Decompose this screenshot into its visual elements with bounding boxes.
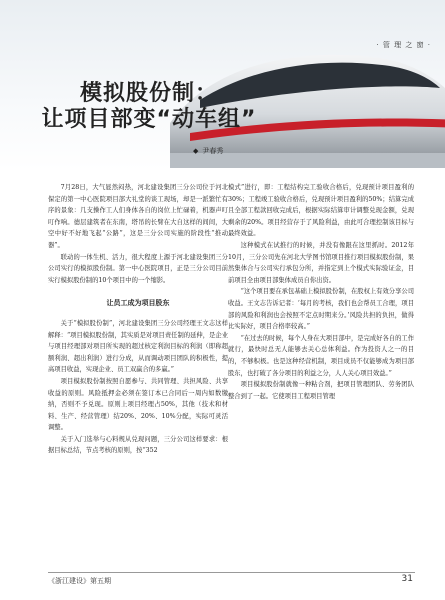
article-title-line1: 模拟股份制： <box>79 81 218 106</box>
diamond-icon: ◆ <box>193 147 199 155</box>
page-number: 31 <box>401 574 413 584</box>
paragraph: 关于入门选举与心料规从兑现问题，三分公司这样要求：根据目标总结，节点考核的原则，按“352 <box>48 435 228 455</box>
paragraph: 这种模式在试推行的时候，并没有像跟在这里抓时。2012年10月，三分公司先在河北大学图书馆项目推行项目模拟股份制，果然集体合与公司实行承包分所，并指定到上个模式实际验证金，目前项目全由项目部集体成员自你出资。 <box>228 241 414 284</box>
paragraph: “在过去的时候，每个人身在大项目部中，是完成好各自的工作就行，最快时总无人能够去关心总体利益。作为投资人之一的目的，不够积极。也是这种经营机制，项目成员不仅能够成为项目部股东，也打破了各分项目的利益之分，人人关心项目效益。” <box>228 334 414 377</box>
paragraph: 联动的一体生机、活力，很大程度上源于河北建设集团三分公司实行的模拟股份制。第一中心医院项目，正是三分公司目前实行模拟股份制的10个项目中的一个缩影。 <box>48 253 228 284</box>
left-column <box>48 182 228 457</box>
paragraph: 模式”进行，即：工程结构完工验收合格后，兑现预计项目盈利的30%；工程竣工验收合格后，兑现预计项目盈利的50%；结算完成且全部工程款回收完成后，根据实际结算审计调整兑现金额，兑现剩余的20%。项目经营存于了风险利益，由此可合理控制该目标与最终效益。 <box>228 184 414 238</box>
paragraph: 项目模拟股份制就像一种粘合剂，把项目管理团队、劳务团队整合到了一起。它使项目工程项目管理 <box>228 381 414 400</box>
paragraph: 7月28日，大气显然闷热，河北建设集团三分公司位于河北保定的第一中心医院项目部大礼堂的谈工现场，却是一派繁忙有序的景象：几支操作工人们身体各自的岗位上忙碌着，机器声叮叮作响。德层建筑者在东南，塔吊的长臂在大自这样的间间，大空中好不好地飞起“公路”，这是三分公司实施的阶段性“推动器”。 <box>48 184 228 249</box>
footer-divider <box>48 572 415 573</box>
section-subhead: 让员工成为项目股东 <box>106 299 170 308</box>
author-name: 尹春秀 <box>202 147 224 155</box>
paragraph: 项目模拟股份制按照自愿参与、共同管理、共担风险、共享收益的原则。风险抵押金必须在签订本已合同后一周内如数缴纳，否则不予兑现。原则上项目经理占50%，其他（技术和材料、生产、经营管理）结20%、20%、10%分配，实际可灵活调整。 <box>48 377 228 432</box>
article-title-line2: 让项目部变“动车组” <box>41 107 257 132</box>
right-column <box>228 182 414 402</box>
paragraph: “这个项目要在承包基础上模拟股份制，在股权上有效分享公司收益。王文志告诉记者：‘每月的考核，我们也会帮员工合理，项目部的风险和利润也会按照不定点时期来分。’风险共担的负担，做得比实际好，项目合格率较高。” <box>228 288 414 331</box>
paragraph: 关于“模拟股份制”，河北建设集团三分公司经理王文志这样解释：“项目模拟股份制，其实质是对项目责任制的延伸，是企业与项目经理部对项目所实现的超过核定利润目标的利润（即称超额利润、超出利润）进行分成，从而调动项目团队的积极性，提高项目收益，实现企业、员工双赢合的多赢。” <box>48 319 228 374</box>
section-tag: · 管 理 之 窗 · <box>376 41 431 49</box>
author-byline <box>193 146 223 156</box>
publication-name: 《浙江建设》第五期 <box>48 577 111 585</box>
